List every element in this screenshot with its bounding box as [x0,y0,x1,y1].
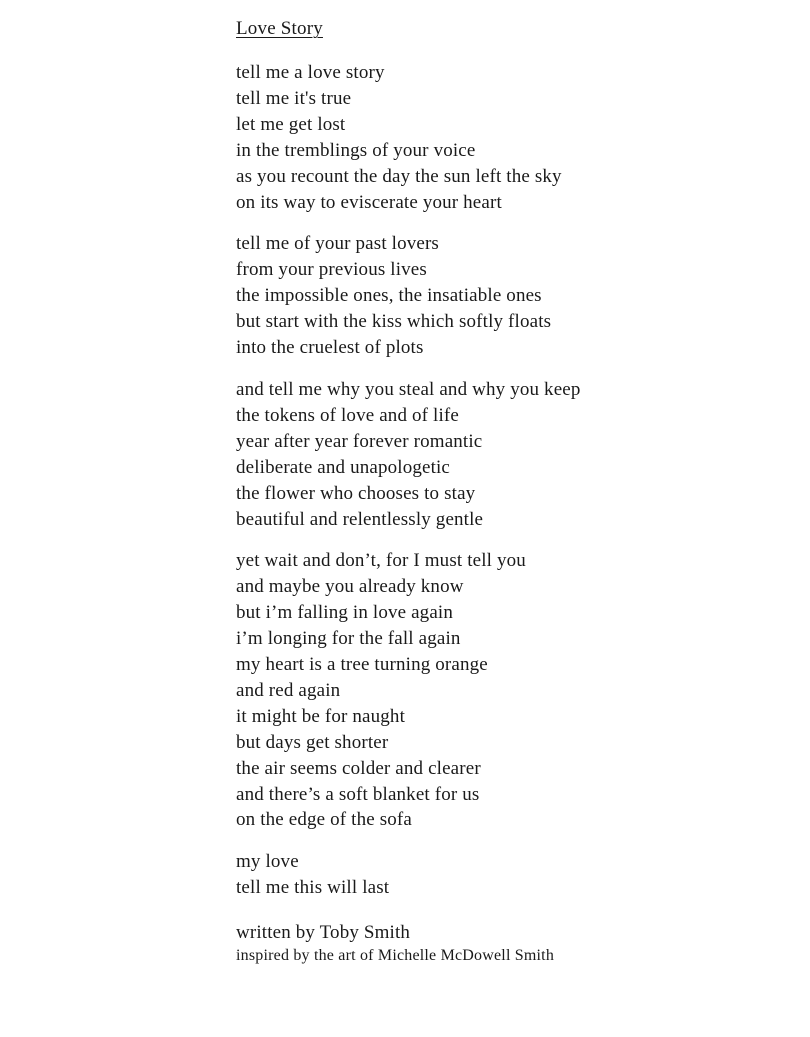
poem-line: as you recount the day the sun left the sky [236,165,562,187]
inspiration-credit: inspired by the art of Michelle McDowell Smith [236,947,555,965]
stanza-3 [236,377,796,532]
poem-line: tell me of your past lovers [236,233,439,255]
stanza-1 [236,60,796,215]
poem-line: but start with the kiss which softly floats [236,311,552,333]
poem-line: and red again [236,679,341,701]
poem-line: i’m longing for the fall again [236,628,461,650]
poem-title: Love Story [236,18,323,39]
poem-line: in the tremblings of your voice [236,139,476,161]
poem-line: from your previous lives [236,259,427,281]
poem-line: year after year forever romantic [236,430,483,452]
stanza-5 [236,849,796,901]
poem-line: my love [236,851,299,873]
poem-line: and there’s a soft blanket for us [236,783,480,805]
stanza-2 [236,231,796,361]
poem-line: tell me this will last [236,877,390,899]
poem-line: into the cruelest of plots [236,337,424,359]
poem-line: tell me it's true [236,87,352,109]
poem-line: deliberate and unapologetic [236,456,451,478]
poem-line: and maybe you already know [236,576,464,598]
author-credit: written by Toby Smith [236,922,411,944]
poem-line: on the edge of the sofa [236,809,412,831]
poem-line: on its way to eviscerate your heart [236,191,502,213]
poem-line: the flower who chooses to stay [236,482,476,504]
poem-line: let me get lost [236,113,346,135]
poem-line: the air seems colder and clearer [236,757,481,779]
stanza-4 [236,548,796,833]
poem-line: but days get shorter [236,731,389,753]
poem-line: yet wait and don’t, for I must tell you [236,550,526,572]
poem-line: and tell me why you steal and why you keep [236,378,581,400]
credits [236,921,796,967]
poem-line: my heart is a tree turning orange [236,654,488,676]
poem-line: the impossible ones, the insatiable ones [236,285,542,307]
poem-line: the tokens of love and of life [236,404,459,426]
poem-page [236,16,796,967]
poem-line: tell me a love story [236,62,385,83]
poem-line: but i’m falling in love again [236,602,453,624]
poem-line: it might be for naught [236,705,405,727]
poem-line: beautiful and relentlessly gentle [236,508,484,530]
